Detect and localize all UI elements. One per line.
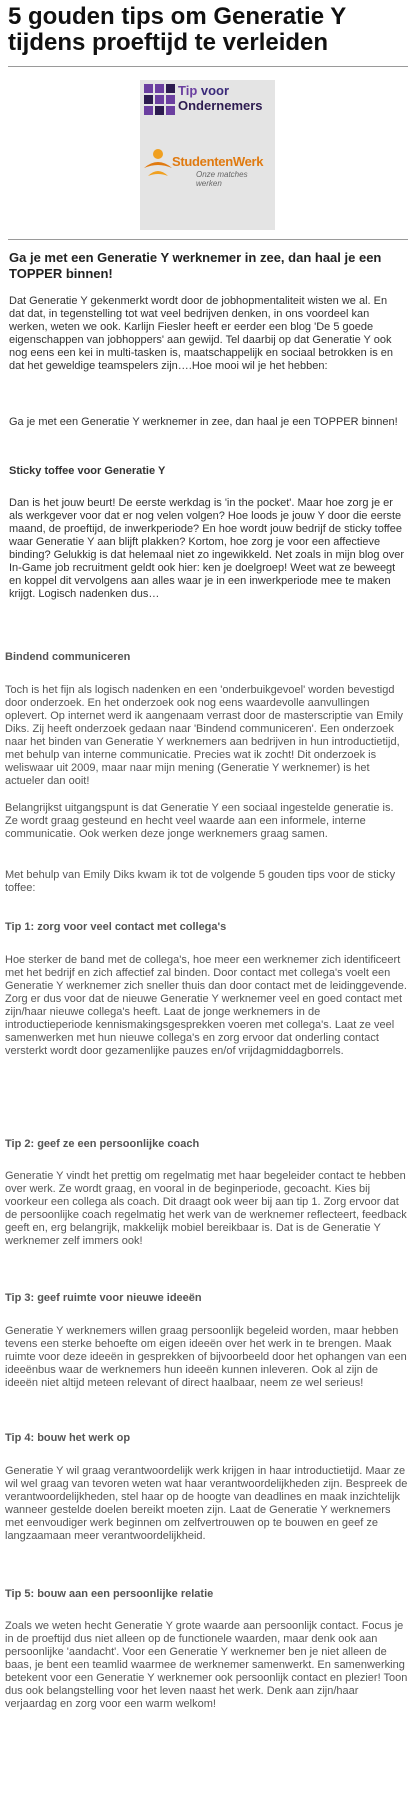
studentenwerk-figure-icon bbox=[142, 148, 174, 182]
logo-square-icon bbox=[155, 106, 164, 115]
tip-logo-line1 bbox=[178, 83, 229, 98]
logo-panel bbox=[140, 80, 275, 230]
tip-heading: Tip 2: geef ze een persoonlijke coach bbox=[5, 1138, 200, 1150]
studentenwerk-tagline: Onze matches werken bbox=[196, 170, 248, 188]
logo-square-icon bbox=[155, 84, 164, 93]
tip-logo-tip: Tip bbox=[178, 83, 198, 98]
tip-heading: Tip 5: bouw aan een persoonlijke relatie bbox=[5, 1588, 214, 1600]
logo-square-icon bbox=[144, 95, 153, 104]
tip-paragraph: Generatie Y werknemers willen graag persoonlijk begeleid worden, maar hebben tevens een sterke behoefte om eigen ideeën over het werk in te brengen. Maak ruimte voor deze ideeën in gesprekken of bijvoorbeeld door het ophangen van een ideeënbus waar de werknemers hun ideeën kunnen inleveren. Ook al zijn de ideeën niet altijd meteen relevant of direct haalbaar, neem ze wel serieus! bbox=[5, 1325, 407, 1389]
bindend-heading: Bindend communiceren bbox=[5, 651, 131, 663]
studentenwerk-name: StudentenWerk bbox=[172, 154, 264, 169]
logo-square-icon bbox=[166, 84, 175, 93]
intro-paragraph: Dat Generatie Y gekenmerkt wordt door de jobhopmentaliteit wisten we al. En dat dat, in tegenstelling tot wat veel bedrijven denken, in ons voordeel kan werken, weten we ook. Karlijn Fiesler heeft er eerder een blog 'De 5 goede eigenschappen van jobhoppers' aan gewijd. Tel daarbij op dat Generatie Y ook nog eens een kei in multi-tasken is, maatschappelijk en sociaal betrokken is en dat het geweldige teamspelers zijn….Hoe mooi wil je het hebben: bbox=[9, 295, 393, 372]
logo-square-icon bbox=[166, 106, 175, 115]
tip-heading: Tip 4: bouw het werk op bbox=[5, 1432, 131, 1444]
bindend-paragraph-2: Belangrijkst uitgangspunt is dat Generatie Y een sociaal ingestelde generatie is. Ze wordt graag gesteund en hecht veel waarde aan een informele, interne communicatie. Ook werken deze jonge werknemers graag samen. bbox=[5, 802, 394, 840]
tip-heading: Tip 3: geef ruimte voor nieuwe ideeën bbox=[5, 1292, 202, 1304]
bindend-paragraph-3: Met behulp van Emily Diks kwam ik tot de volgende 5 gouden tips voor de sticky toffee: bbox=[5, 869, 396, 894]
tip-paragraph: Generatie Y vindt het prettig om regelmatig met haar begeleider contact te hebben over werk. Ze wordt graag, en vooral in de beginperiode, gecoacht. Kies bij voorkeur een collega als coach. Dit draagt ook weer bij aan tip 1. Zorg ervoor dat de persoonlijke coach regelmatig het werk van de werknemer reflecteert, feedback geeft en, erg belangrijk, makkelijk mobiel bereikbaar is. Dat is de Generatie Y werknemer zelf immers ook! bbox=[5, 1170, 407, 1247]
tip-paragraph: Zoals we weten hecht Generatie Y grote waarde aan persoonlijk contact. Focus je in de proeftijd dus niet alleen op de functionele waarden, maar denk ook aan persoonlijke 'aandacht'. Voor een Generatie Y werknemer ben je niet alleen de baas, je bent een teamlid waarmee de werknemer samenwerkt. En samenwerking betekent voor een Generatie Y werknemer ook persoonlijk contact en plezier! Toon dus ook belangstelling voor het leven naast het werk. Denk aan zijn/haar verjaardag en zorg voor een warm welkom! bbox=[5, 1620, 408, 1710]
sticky-heading: Sticky toffee voor Generatie Y bbox=[9, 465, 166, 477]
tip-paragraph: Generatie Y wil graag verantwoordelijk werk krijgen in haar introductietijd. Maar ze wil wel graag van tevoren weten wat haar verantwoordelijkheden zijn. Bespreek de verantwoordelijkheden, stel haar op de hoogte van deadlines en maak inzichtelijk wanneer gestelde doelen bereikt moeten zijn. Laat de Generatie Y werknemers met eenvoudiger werk beginnen om zelfvertrouwen op te bouwen en geef ze langzaamaan meer verantwoordelijkheid. bbox=[5, 1465, 408, 1542]
logo-square-icon bbox=[166, 95, 175, 104]
tip-voor-ondernemers-logo bbox=[142, 82, 273, 115]
lead-heading: Ga je met een Generatie Y werknemer in zee, dan haal je een TOPPER binnen! bbox=[9, 250, 382, 281]
title-divider bbox=[8, 66, 408, 67]
bindend-paragraph-1: Toch is het fijn als logisch nadenken en een 'onderbuikgevoel' worden bevestigd door onderzoek. En het onderzoek ook nog eens waardevolle aanvullingen oplevert. Op internet werd ik aangenaam verrast door de masterscriptie van Emily Diks. Zij heeft onderzoek gedaan naar 'Bindend communiceren'. Een onderzoek naar het binden van Generatie Y werknemers aan bedrijven in hun introductietijd, met behulp van interne communicatie. Precies wat ik zocht! Dit onderzoek is weliswaar uit 2009, maar naar mijn mening (Generatie Y werknemer) is het actueler dan ooit! bbox=[5, 684, 404, 787]
intro-repeat: Ga je met een Generatie Y werknemer in zee, dan haal je een TOPPER binnen! bbox=[9, 416, 398, 428]
logo-square-icon bbox=[144, 106, 153, 115]
tip-paragraph: Hoe sterker de band met de collega's, hoe meer een werknemer zich identificeert met het bedrijf en zich affectief zal binden. Door contact met collega's voelt een Generatie Y werknemer zich sneller thuis dan door contact met de leidinggevende. Zorg er dus voor dat de nieuwe Generatie Y werknemer veel en goed contact met zijn/haar nieuwe collega's heeft. Laat de jonge werknemers in de introductieperiode kennismakingsgesprekken voeren met collega's. Laat ze veel samenwerken met hun nieuwe collega's en zorg ervoor dat onderling contact versterkt wordt door gezamenlijke pauzes en/of vrijdagmiddagborrels. bbox=[5, 954, 407, 1057]
tip-logo-voor: voor bbox=[200, 83, 230, 98]
sticky-paragraph: Dan is het jouw beurt! De eerste werkdag is 'in the pocket'. Maar hoe zorg je er als werkgever voor dat er nog velen volgen? Hoe loods je jouw Y door die eerste maand, de proeftijd, de inwerkperiode? En hoe wordt jouw bedrijf de sticky toffee waar Generatie Y aan blijft plakken? Kortom, hoe zorg je voor een affectieve binding? Gelukkig is dat helemaal niet zo ingewikkeld. Net zoals in mijn blog over In-Game job recruitment geldt ook hier: ken je doelgroep! Weet wat ze beweegt en koppel dit vervolgens aan alles waar je in een inwerkperiode mee te maken krijgt. Logisch nadenken dus… bbox=[9, 497, 404, 600]
logo-square-icon bbox=[155, 95, 164, 104]
studentenwerk-logo bbox=[140, 148, 275, 198]
page-title: 5 gouden tips om Generatie Y tijdens proeftijd te verleiden bbox=[8, 3, 346, 56]
tip-logo-line2: Ondernemers bbox=[178, 98, 263, 113]
logo-square-icon bbox=[144, 84, 153, 93]
tip-heading: Tip 1: zorg voor veel contact met collega's bbox=[5, 921, 227, 933]
logo-divider bbox=[8, 239, 408, 240]
